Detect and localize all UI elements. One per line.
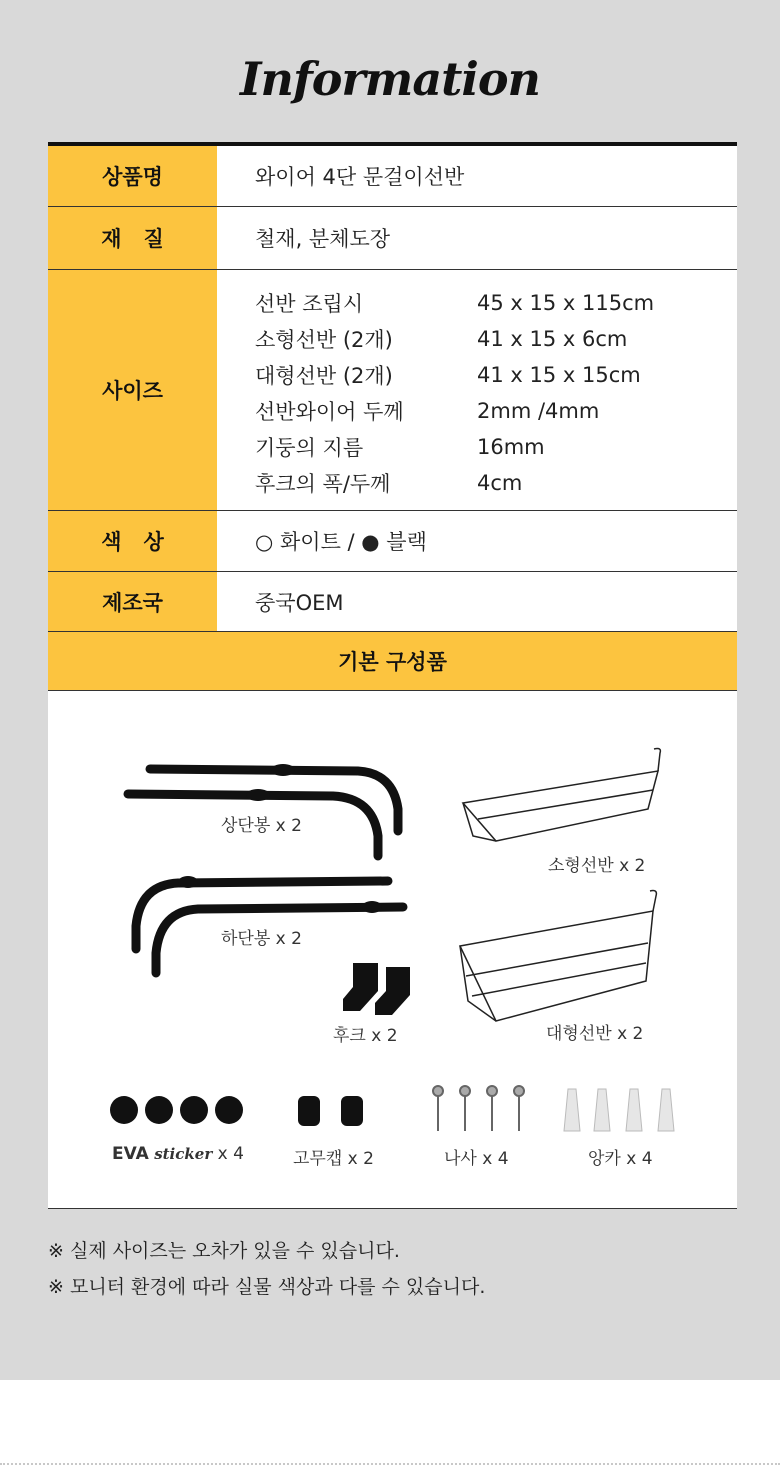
size-key: 선반와이어 두께 xyxy=(255,400,404,424)
size-key: 기둥의 지름 xyxy=(255,436,364,460)
label-bottom-bar: 하단봉 x 2 xyxy=(221,929,302,949)
size-list xyxy=(255,279,654,501)
label-size: 사이즈 xyxy=(48,270,217,510)
size-item xyxy=(255,285,654,321)
eva-qty: x 4 xyxy=(212,1144,244,1164)
value-size xyxy=(217,270,737,510)
size-value: 4cm xyxy=(477,471,523,495)
size-item xyxy=(255,429,654,465)
size-item xyxy=(255,393,654,429)
value-material: 철재, 분체도장 xyxy=(255,227,391,251)
small-shelf-image xyxy=(463,749,660,842)
kit-title: 기본 구성품 xyxy=(48,632,737,691)
label-product-name: 상품명 xyxy=(48,146,217,206)
page-title: Information xyxy=(240,52,540,106)
row-product-name xyxy=(48,146,737,207)
label-rubber-cap: 고무캡 x 2 xyxy=(293,1149,374,1169)
note-size: ※ 실제 사이즈는 오차가 있을 수 있습니다. xyxy=(48,1240,400,1262)
size-value: 16mm xyxy=(477,435,545,459)
size-key: 대형선반 (2개) xyxy=(255,364,393,388)
screw-image xyxy=(433,1086,524,1131)
value-product-name: 와이어 4단 문걸이선반 xyxy=(255,165,465,189)
label-eva-sticker xyxy=(112,1144,244,1164)
row-origin xyxy=(48,572,737,632)
kit-illustration xyxy=(48,691,737,1209)
top-bar-image xyxy=(128,764,398,856)
label-small-shelf: 소형선반 x 2 xyxy=(548,856,646,876)
size-key: 후크의 폭/두께 xyxy=(255,472,391,496)
dotted-divider xyxy=(0,1463,780,1465)
label-material-a: 재 xyxy=(101,227,144,251)
label-material-b: 질 xyxy=(143,227,164,251)
size-value: 2mm /4mm xyxy=(477,399,600,423)
row-color xyxy=(48,511,737,572)
label-origin: 제조국 xyxy=(48,572,217,631)
label-color-b: 상 xyxy=(143,530,164,554)
label-color-a: 색 xyxy=(101,530,144,554)
row-size xyxy=(48,270,737,511)
label-top-bar: 상단봉 x 2 xyxy=(221,816,302,836)
label-anchor: 앙카 x 4 xyxy=(588,1149,653,1169)
kit-drawing xyxy=(48,691,737,1209)
size-item xyxy=(255,357,654,393)
note-monitor: ※ 모니터 환경에 따라 실물 색상과 다를 수 있습니다. xyxy=(48,1276,486,1298)
label-hook: 후크 x 2 xyxy=(333,1026,398,1046)
spec-table xyxy=(48,142,737,1209)
label-color xyxy=(48,511,217,571)
size-item xyxy=(255,321,654,357)
size-value: 41 x 15 x 6cm xyxy=(477,327,628,351)
eva-word: sticker xyxy=(154,1145,213,1163)
notes xyxy=(48,1236,485,1308)
label-material xyxy=(48,207,217,269)
anchor-image xyxy=(564,1089,674,1131)
size-value: 45 x 15 x 115cm xyxy=(477,291,655,315)
label-screw: 나사 x 4 xyxy=(444,1149,509,1169)
label-large-shelf: 대형선반 x 2 xyxy=(546,1024,644,1044)
size-value: 41 x 15 x 15cm xyxy=(477,363,641,387)
size-item xyxy=(255,465,654,501)
size-key: 선반 조립시 xyxy=(255,292,364,316)
eva-brand: EVA xyxy=(112,1144,149,1164)
size-key: 소형선반 (2개) xyxy=(255,328,393,352)
eva-sticker-image xyxy=(110,1096,243,1124)
value-origin: 중국OEM xyxy=(255,590,344,615)
row-material xyxy=(48,207,737,270)
value-color: ○ 화이트 / ● 블랙 xyxy=(255,530,427,554)
large-shelf-image xyxy=(460,891,656,1021)
hook-image xyxy=(343,963,410,1015)
rubber-cap-image xyxy=(298,1096,363,1126)
